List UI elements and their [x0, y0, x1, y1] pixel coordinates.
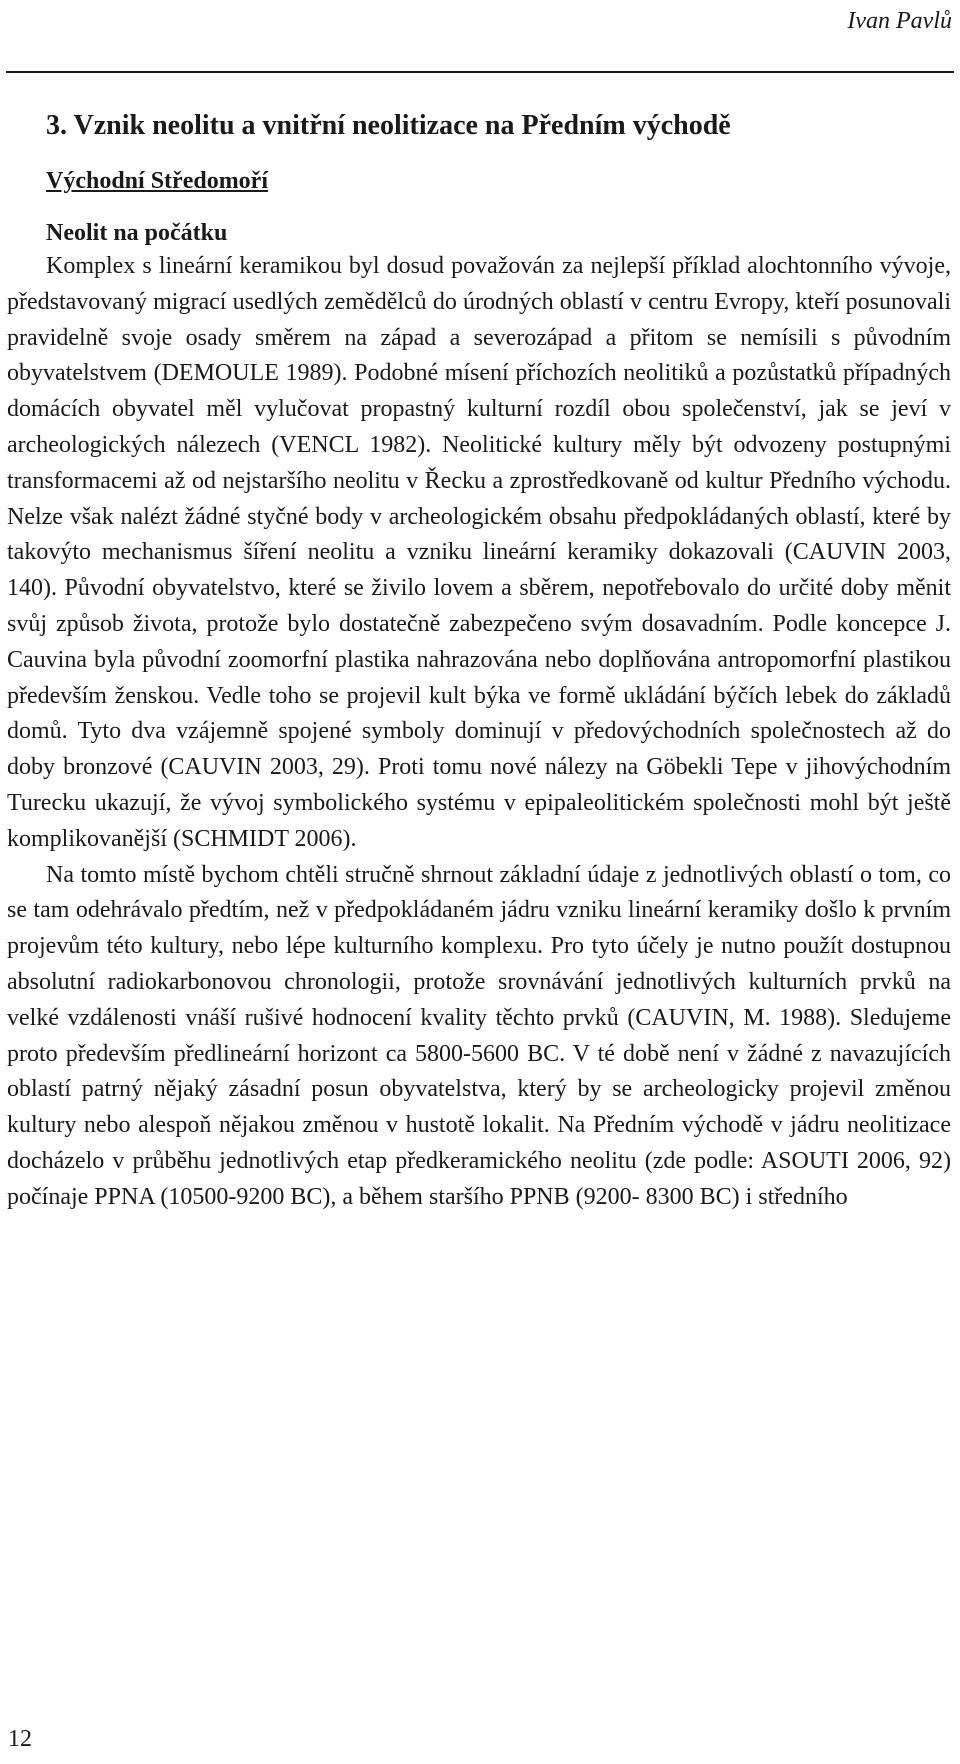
page-content: [7, 110, 951, 1216]
page-number: 12: [8, 1726, 32, 1752]
chapter-title: 3. Vznik neolitu a vnitřní neolitizace na Předním východě: [46, 110, 731, 141]
section-title: Východní Středomoří: [46, 168, 268, 194]
running-header-author: Ivan Pavlů: [847, 8, 952, 34]
header-divider: [6, 71, 954, 73]
body-paragraph-1: Komplex s lineární keramikou byl dosud považován za nejlepší příklad alochtonního vývoje, představovaný migrací usedlých zemědělců do úrodných oblastí v centru Evropy, kteří posunovali pravidelně svoje osady směrem na západ a severozápad a přitom se nemísili s původním obyvatelstvem (DEMOULE 1989). Podobné mísení příchozích neolitiků a pozůstatků případných domácích obyvatel měl vylučovat propastný kulturní rozdíl obou společenství, jak se jeví v archeologických nálezech (VENCL 1982). Neolitické kultury měly být odvozeny postupnými transformacemi až od nejstaršího neolitu v Řecku a zprostředkovaně od kultur Předního východu. Nelze však nalézt žádné styčné body v archeologickém obsahu předpokládaných oblastí, které by takovýto mechanismus šíření neolitu a vzniku lineární keramiky dokazovali (CAUVIN 2003, 140). Původní obyvatelstvo, které se živilo lovem a sběrem, nepotřebovalo do určité doby měnit svůj způsob života, protože bylo dostatečně zabezpečeno svým dosavadním. Podle koncepce J. Cauvina byla původní zoomorfní plastika nahrazována nebo doplňována antropomorfní plastikou především ženskou. Vedle toho se projevil kult býka ve formě ukládání býčích lebek do základů domů. Tyto dva vzájemně spojené symboly dominují v předovýchodních společnostech až do doby bronzové (CAUVIN 2003, 29). Proti tomu nové nálezy na Göbekli Tepe v jihovýchodním Turecku ukazují, že vývoj symbolického systému v epipaleolitickém společnosti mohl být ještě komplikovanější (SCHMIDT 2006).: [7, 253, 951, 852]
subsection-title: Neolit na počátku: [46, 220, 228, 246]
body-paragraph-2: Na tomto místě bychom chtěli stručně shrnout základní údaje z jednotlivých oblastí o tom, co se tam odehrávalo předtím, než v předpokládaném jádru vzniku lineární keramiky došlo k prvním projevům této kultury, nebo lépe kulturního komplexu. Pro tyto účely je nutno použít dostupnou absolutní radiokarbonovou chronologii, protože srovnávání jednotlivých kulturních prvků na velké vzdálenosti vnáší rušivé hodnocení kvality těchto prvků (CAUVIN, M. 1988). Sledujeme proto především předlineární horizont ca 5800-5600 BC. V té době není v žádné z navazujících oblastí patrný nějaký zásadní posun obyvatelstva, který by se archeologicky projevil změnou kultury nebo alespoň nějakou změnou v hustotě lokalit. Na Předním východě v jádru neolitizace docházelo v průběhu jednotlivých etap předkeramického neolitu (zde podle: ASOUTI 2006, 92) počínaje PPNA (10500-9200 BC), a během staršího PPNB (9200- 8300 BC) i středního: [7, 861, 951, 1210]
